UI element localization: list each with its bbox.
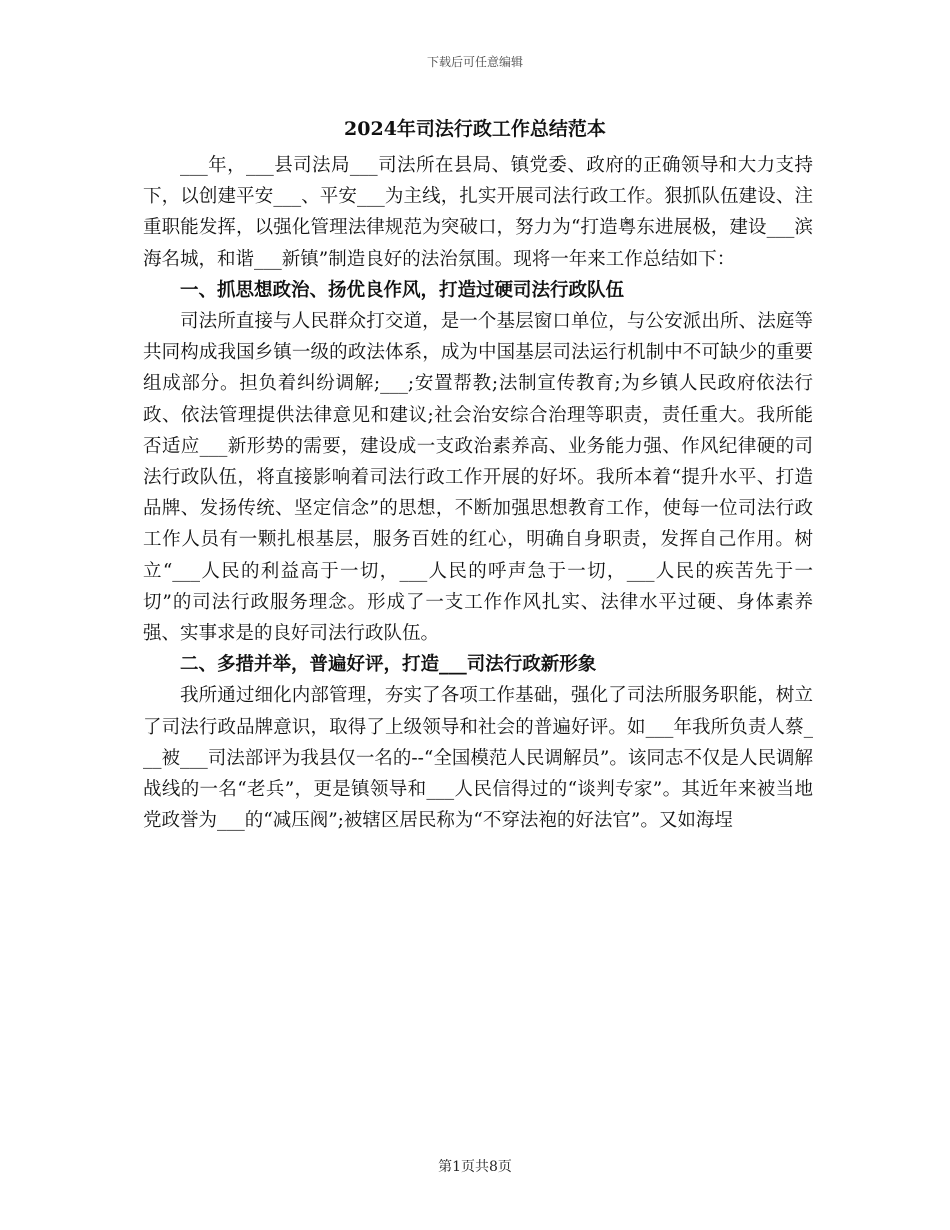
section-2-paragraph: 我所通过细化内部管理，夯实了各项工作基础，强化了司法所服务职能，树立了司法行政品牌意识，取得了上级领导和社会的普遍好评。如___年我所负责人蔡___被___司法部评为我县仅一名的--“全国模范人民调解员”。该同志不仅是人民调解战线的一名“老兵”，更是镇领导和___人民信得过的“谈判专家”。其近年来被当地党政誉为___的“减压阀”;被辖区居民称为“不穿法袍的好法官”。又如海埕 [143, 685, 813, 832]
document-body [143, 150, 813, 836]
section-heading-1: 一、抓思想政治、扬优良作风，打造过硬司法行政队伍 [180, 279, 625, 301]
header-note: 下载后可任意编辑 [426, 55, 523, 69]
section-heading-2: 二、多措并举，普遍好评，打造___司法行政新形象 [180, 654, 597, 676]
section-1-paragraph: 司法所直接与人民群众打交道，是一个基层窗口单位，与公安派出所、法庭等共同构成我国乡镇一级的政法体系，成为中国基层司法运行机制中不可缺少的重要组成部分。担负着纠纷调解;___;安置帮教;法制宣传教育;为乡镇人民政府依法行政、依法管理提供法律意见和建议;社会治安综合治理等职责，责任重大。我所能否适应___新形势的需要，建设成一支政治素养高、业务能力强、作风纪律硬的司法行政队伍，将直接影响着司法行政工作开展的好坏。我所本着“提升水平、打造品牌、发扬传统、坚定信念”的思想，不断加强思想教育工作，使每一位司法行政工作人员有一颗扎根基层，服务百姓的红心，明确自身职责，发挥自己作用。树立“___人民的利益高于一切，___人民的呼声急于一切，___人民的疾苦先于一切”的司法行政服务理念。形成了一支工作作风扎实、法律水平过硬、身体素养强、实事求是的良好司法行政队伍。 [143, 311, 813, 645]
intro-paragraph: ___年，___县司法局___司法所在县局、镇党委、政府的正确领导和大力支持下，以创建平安___、平安___为主线，扎实开展司法行政工作。狠抓队伍建设、注重职能发挥，以强化管理法律规范为突破口，努力为“打造粤东进展极，建设___滨海名城，和谐___新镇”制造良好的法治氛围。现将一年来工作总结如下： [143, 155, 813, 270]
page-number: 第1页共8页 [438, 1159, 512, 1175]
document-title: 2024年司法行政工作总结范本 [344, 118, 606, 140]
